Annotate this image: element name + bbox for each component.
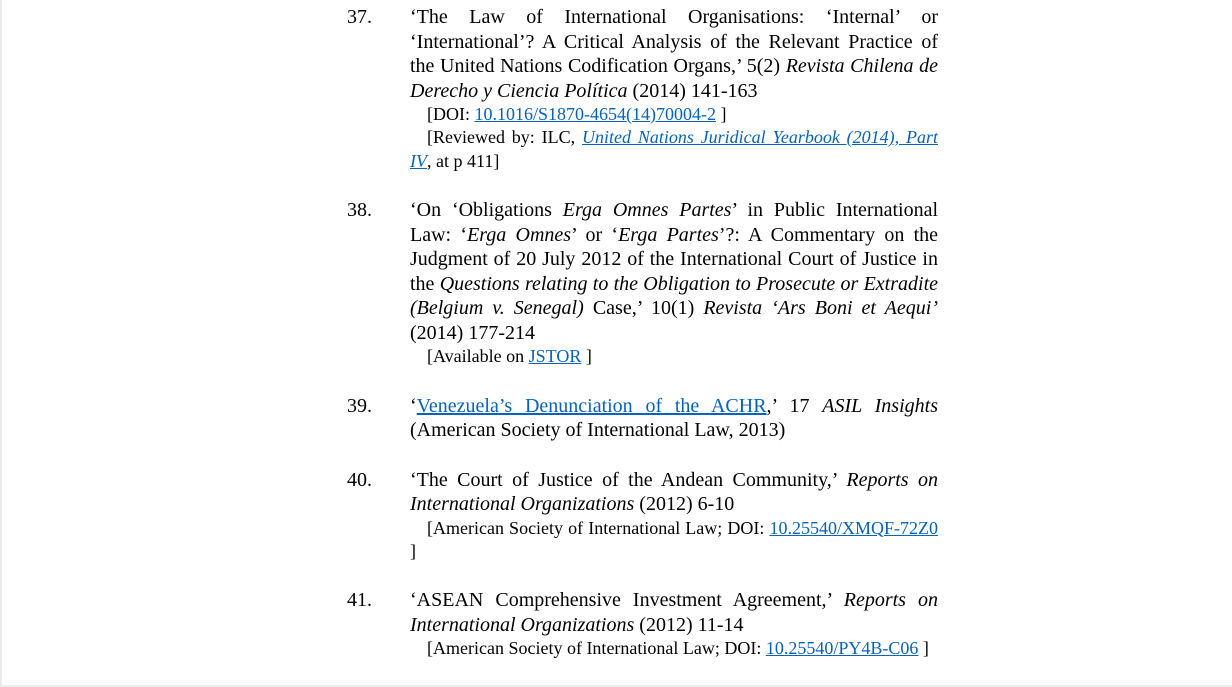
text-segment: Revista Chilena de Derecho y Ciencia Política [410, 55, 938, 102]
text-segment: (2014) 141-163 [627, 79, 758, 102]
text-segment: Erga Omnes [467, 223, 572, 246]
reference-number: 38. [347, 199, 372, 222]
text-segment: ’?: A Commentary on the Judgment of 20 July 2012 of the International Court of Justice in the [410, 223, 938, 295]
text-segment: , at p 411] [427, 150, 500, 171]
text-segment: ‘The Law of International Organisations: ‘Internal’ or ‘International’? A Critical Analysis of the Relevant Practice of the United Nations Codification Organs,’ 5(2) [410, 6, 938, 77]
text-segment: (American Society of International Law, 2013) [410, 419, 786, 442]
text-segment: Revista ‘Ars Boni et Aequi’ [703, 297, 938, 320]
text-segment: [DOI: [427, 104, 475, 124]
reference-text [410, 198, 938, 345]
reference-note [410, 517, 938, 564]
doi-link-41[interactable]: 10.25540/PY4B-C06 [765, 638, 919, 659]
reference-number: 41. [347, 589, 372, 612]
text-segment: ASIL Insights [822, 394, 938, 417]
doi-link-40[interactable]: 10.25540/XMQF-72Z0 [769, 517, 938, 538]
reference-note [410, 103, 938, 126]
reference-list [2, 0, 1232, 661]
text-segment: ] [581, 346, 592, 367]
text-segment: ‘On ‘Obligations [410, 199, 563, 222]
document-page [2, 0, 1232, 685]
text-segment: Reports on International Organizations [410, 589, 938, 636]
text-segment: Erga Omnes Partes [562, 199, 732, 222]
text-segment: Questions relating to the Obligation to Prosecute or Extradite (Belgium v. Senegal) [410, 272, 938, 320]
achr-link-39[interactable]: Venezuela’s Denunciation of the ACHR [416, 394, 767, 417]
text-segment: (2012) 11-14 [634, 613, 744, 636]
reference-body [410, 588, 938, 660]
reference-note [410, 126, 938, 173]
text-segment: [Available on [427, 346, 529, 367]
text-segment: ‘ASEAN Comprehensive Investment Agreement,’ [410, 589, 844, 612]
reference-item [347, 468, 1232, 564]
text-segment: (2012) 6-10 [634, 493, 735, 516]
text-segment: ‘ [410, 394, 417, 417]
jstor-link-38[interactable]: JSTOR [528, 346, 582, 367]
reference-item [347, 198, 1232, 368]
reference-body [410, 468, 938, 564]
reference-text [410, 468, 938, 517]
reference-number: 39. [347, 394, 372, 417]
text-segment: ’ or ‘ [571, 223, 619, 246]
reference-body [410, 5, 938, 173]
reference-item [347, 5, 1232, 173]
text-segment: Erga Partes [618, 223, 719, 246]
doi-link-37[interactable]: 10.1016/S1870-4654(14)70004-2 [474, 104, 716, 124]
reference-number: 40. [347, 468, 372, 491]
reference-body [410, 198, 938, 368]
text-segment: [Reviewed by: ILC, [427, 127, 582, 148]
text-segment: ] [918, 638, 929, 659]
text-segment: Case,’ 10(1) [583, 297, 704, 320]
text-segment: Reports on International Organizations [410, 468, 938, 516]
reference-item [347, 394, 1232, 443]
text-segment: ’ in Public International Law: ‘ [410, 199, 938, 246]
reference-text [410, 588, 938, 637]
reference-text [410, 5, 938, 103]
review-link-37[interactable]: United Nations Juridical Yearbook (2014), Part IV [410, 127, 938, 171]
text-segment: [American Society of International Law; DOI: [427, 638, 766, 659]
reference-text [410, 394, 938, 443]
reference-note [410, 637, 938, 660]
text-segment: [American Society of International Law; DOI: [427, 517, 770, 538]
reference-note [410, 345, 938, 368]
text-segment: ,’ 17 [766, 394, 823, 417]
text-segment: ] [716, 104, 727, 124]
reference-number: 37. [347, 6, 372, 28]
reference-body [410, 394, 938, 443]
text-segment: ‘The Court of Justice of the Andean Community,’ [410, 468, 847, 491]
text-segment: (2014) 177-214 [410, 321, 535, 344]
text-segment: ] [410, 541, 416, 562]
reference-item [347, 588, 1232, 660]
